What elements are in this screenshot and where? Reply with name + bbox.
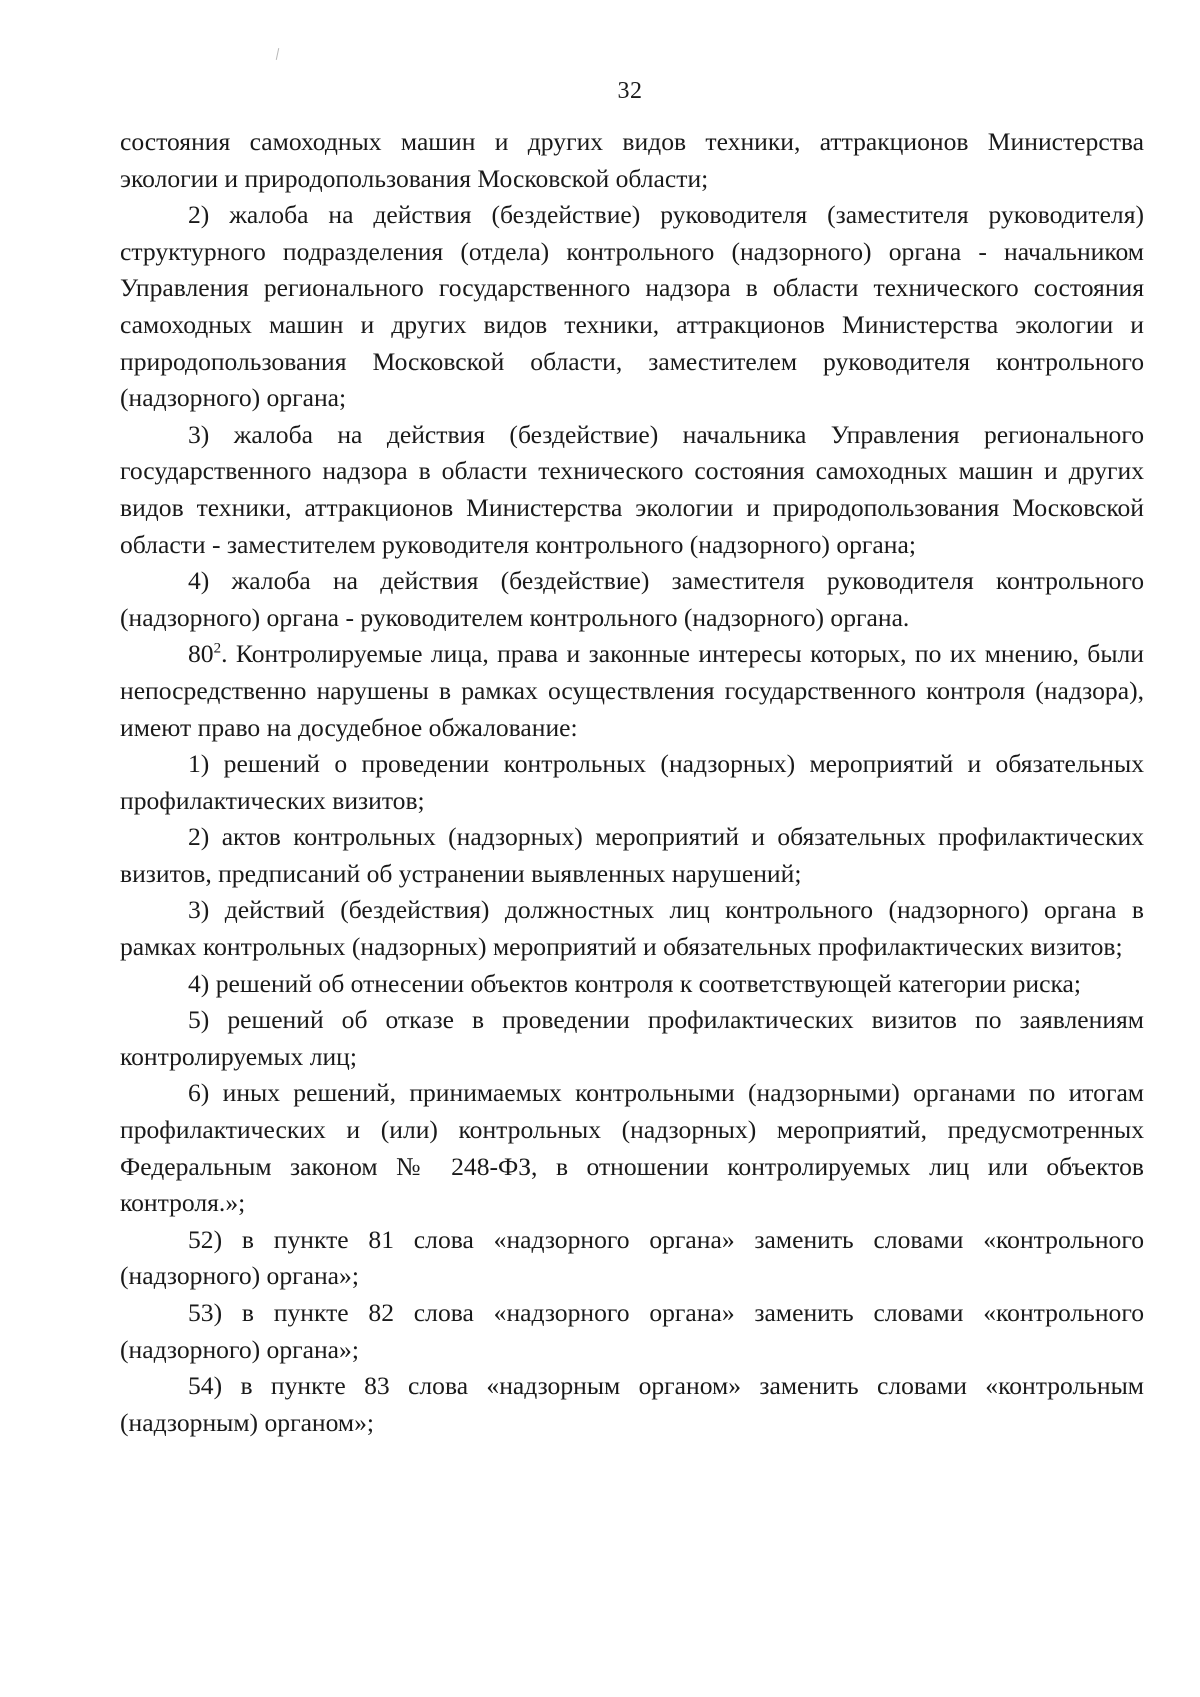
list-item-decisions: 1) решений о проведении контрольных (надзорных) мероприятий и обязательных профилактических визитов;: [120, 749, 1144, 815]
list-item-refusal: 5) решений об отказе в проведении профилактических визитов по заявлениям контролируемых лиц;: [120, 1005, 1144, 1071]
amendment-52: 52) в пункте 81 слова «надзорного органа» заменить словами «контрольного (надзорного) органа»;: [120, 1224, 1144, 1291]
paragraph-continuation: состояния самоходных машин и других видов техники, аттракционов Министерства экологии и природопользования Московской области;: [120, 127, 1144, 193]
amendment-53: 53) в пункте 82 слова «надзорного органа» заменить словами «контрольного (надзорного) органа»;: [120, 1298, 1144, 1364]
list-item-other-decisions: 6) иных решений, принимаемых контрольными (надзорными) органами по итогам профилактических и (или) контрольных (надзорных) мероприятий, предусмотренных Федеральным законом № 248-ФЗ, в отношении контролируемых лиц или объектов контроля.»;: [120, 1078, 1144, 1218]
paragraph-complaint-2: 2) жалоба на действия (бездействие) руководителя (заместителя руководителя) структурного подразделения (отдела) контрольного (надзорного) органа - начальником Управления регионального государственного надзора в области технического состояния самоходных машин и других видов техники, аттракционов Министерства экологии и природопользования Московской области, заместителем руководителя контрольного (надзорного) органа;: [120, 200, 1144, 413]
list-item-acts: 2) актов контрольных (надзорных) мероприятий и обязательных профилактических визитов, предписаний об устранении выявленных нарушений;: [120, 822, 1144, 888]
amendment-54: 54) в пункте 83 слова «надзорным органом» заменить словами «контрольным (надзорным) органом»;: [120, 1371, 1144, 1437]
paragraph-complaint-3: 3) жалоба на действия (бездействие) начальника Управления регионального государственного надзора в области технического состояния самоходных машин и других видов техники, аттракционов Министерства экологии и природопользования Московской области - заместителем руководителя контрольного (надзорного) органа;: [120, 419, 1144, 559]
clause-number: 80: [188, 639, 214, 669]
clause-superscript: 2: [213, 640, 222, 657]
paragraph-complaint-4: 4) жалоба на действия (бездействие) заместителя руководителя контрольного (надзорного) органа - руководителем контрольного (надзорного) органа.: [120, 566, 1144, 632]
clause-80-2: [120, 636, 1144, 746]
clause-text: . Контролируемые лица, права и законные интересы которых, по их мнению, были непосредственно нарушены в рамках осуществления государственного контроля (надзора), имеют право на досудебное обжалование:: [120, 639, 1144, 742]
page-number: 32: [617, 78, 643, 104]
scan-mark: [276, 48, 279, 60]
document-body: [120, 124, 1144, 1441]
list-item-risk: 4) решений об отнесении объектов контроля к соответствующей категории риска;: [188, 968, 1081, 998]
list-item-actions: 3) действий (бездействия) должностных лиц контрольного (надзорного) органа в рамках контрольных (надзорных) мероприятий и обязательных профилактических визитов;: [120, 895, 1144, 962]
